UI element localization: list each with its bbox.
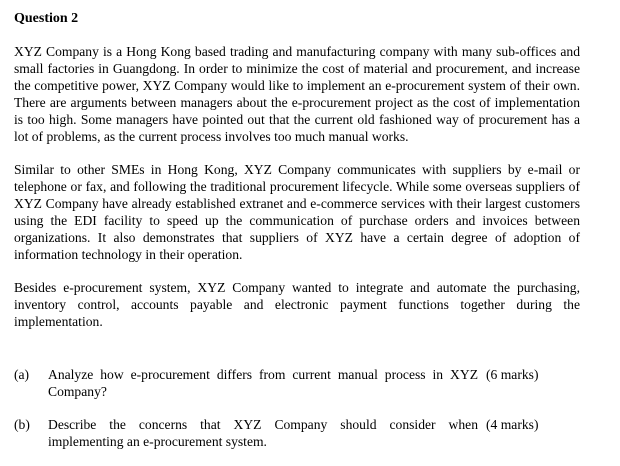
subquestion-text: Describe the concerns that XYZ Company should consider when implementing an e-procurement system. (48, 417, 478, 449)
question-heading: Question 2 (14, 11, 79, 26)
subquestion-text: Analyze how e-procurement differs from current manual process in XYZ Company? (48, 367, 478, 399)
subquestion-label: (b) (14, 417, 30, 432)
document-page (14, 10, 580, 466)
subquestion-label: (a) (14, 367, 30, 382)
subquestion-list (14, 366, 580, 450)
paragraph-supplier-communication: Similar to other SMEs in Hong Kong, XYZ Company communicates with suppliers by e-mail or telephone or fax, and following the traditional procurement lifecycle. While some overseas suppliers of XYZ Company have already established extranet and e-commerce services with their largest customers using the EDI facility to speed up the communication of purchase orders and invoices between organizations. It also demonstrates that suppliers of XYZ have a certain degree of adoption of information technology in their operation. (14, 162, 580, 262)
paragraph-company-background: XYZ Company is a Hong Kong based trading and manufacturing company with many sub-offices and small factories in Guangdong. In order to minimize the cost of material and procurement, and increase the competitive power, XYZ Company would like to implement an e-procurement system of their own. There are arguments between managers about the e-procurement project as the cost of implementation is too high. Some managers have pointed out that the current old fashioned way of procurement has a lot of problems, as the current process involves too much manual works. (14, 44, 580, 144)
paragraph-integration-goals: Besides e-procurement system, XYZ Company wanted to integrate and automate the purchasing, inventory control, accounts payable and electronic payment functions together during the implementation. (14, 280, 580, 329)
subquestion-marks: (4 marks) (486, 417, 539, 432)
subquestion-a (14, 366, 580, 400)
subquestion-marks: (6 marks) (486, 367, 539, 382)
subquestion-b (14, 416, 580, 450)
